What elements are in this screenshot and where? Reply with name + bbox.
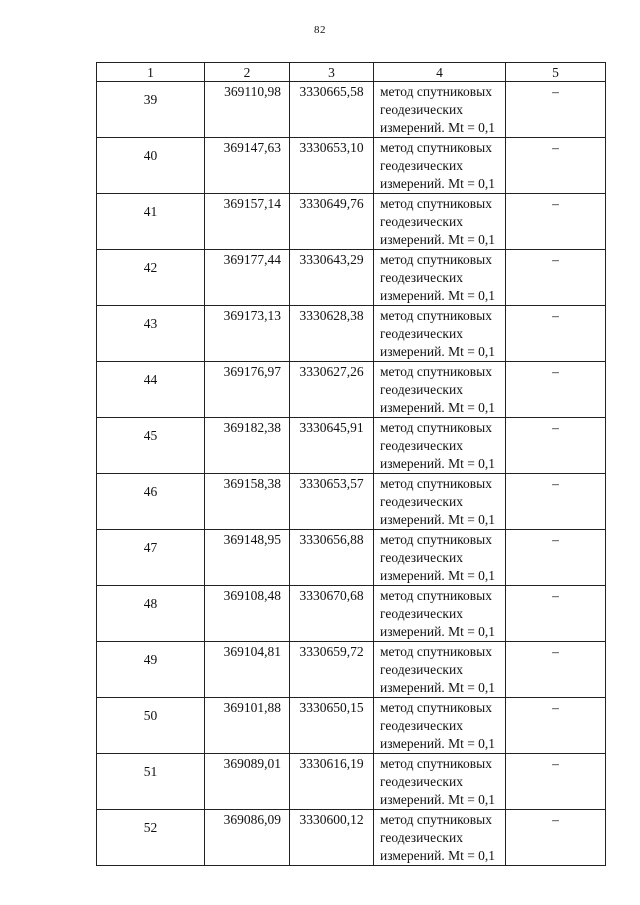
table-row xyxy=(97,474,606,530)
method-cell: метод спутниковых геодезических измерений. Mt = 0,1 xyxy=(374,194,506,250)
point-number-cell: 39 xyxy=(97,82,205,138)
point-number-cell: 45 xyxy=(97,418,205,474)
point-number-cell: 47 xyxy=(97,530,205,586)
method-cell: метод спутниковых геодезических измерений. Mt = 0,1 xyxy=(374,82,506,138)
y-coordinate-cell: 3330653,10 xyxy=(290,138,374,194)
table-row xyxy=(97,250,606,306)
point-number-cell: 49 xyxy=(97,642,205,698)
y-coordinate-cell: 3330649,76 xyxy=(290,194,374,250)
table-row xyxy=(97,138,606,194)
y-coordinate-cell: 3330665,58 xyxy=(290,82,374,138)
y-coordinate-cell: 3330653,57 xyxy=(290,474,374,530)
note-cell: – xyxy=(506,250,606,306)
note-cell: – xyxy=(506,194,606,250)
y-coordinate-cell: 3330616,19 xyxy=(290,754,374,810)
note-cell: – xyxy=(506,530,606,586)
table-row xyxy=(97,362,606,418)
note-cell: – xyxy=(506,82,606,138)
x-coordinate-cell: 369157,14 xyxy=(205,194,290,250)
note-cell: – xyxy=(506,418,606,474)
point-number-cell: 48 xyxy=(97,586,205,642)
table-row xyxy=(97,82,606,138)
method-cell: метод спутниковых геодезических измерений. Mt = 0,1 xyxy=(374,138,506,194)
method-cell: метод спутниковых геодезических измерений. Mt = 0,1 xyxy=(374,474,506,530)
point-number-cell: 44 xyxy=(97,362,205,418)
table-row xyxy=(97,586,606,642)
column-header-1: 1 xyxy=(97,63,205,82)
method-cell: метод спутниковых геодезических измерений. Mt = 0,1 xyxy=(374,642,506,698)
x-coordinate-cell: 369104,81 xyxy=(205,642,290,698)
method-cell: метод спутниковых геодезических измерений. Mt = 0,1 xyxy=(374,250,506,306)
page-number: 82 xyxy=(314,24,326,36)
note-cell: – xyxy=(506,642,606,698)
x-coordinate-cell: 369108,48 xyxy=(205,586,290,642)
point-number-cell: 41 xyxy=(97,194,205,250)
x-coordinate-cell: 369177,44 xyxy=(205,250,290,306)
note-cell: – xyxy=(506,754,606,810)
point-number-cell: 43 xyxy=(97,306,205,362)
method-cell: метод спутниковых геодезических измерений. Mt = 0,1 xyxy=(374,418,506,474)
y-coordinate-cell: 3330656,88 xyxy=(290,530,374,586)
point-number-cell: 52 xyxy=(97,810,205,866)
table-row xyxy=(97,810,606,866)
x-coordinate-cell: 369147,63 xyxy=(205,138,290,194)
x-coordinate-cell: 369173,13 xyxy=(205,306,290,362)
table-row xyxy=(97,418,606,474)
y-coordinate-cell: 3330600,12 xyxy=(290,810,374,866)
x-coordinate-cell: 369158,38 xyxy=(205,474,290,530)
note-cell: – xyxy=(506,362,606,418)
x-coordinate-cell: 369086,09 xyxy=(205,810,290,866)
note-cell: – xyxy=(506,474,606,530)
x-coordinate-cell: 369148,95 xyxy=(205,530,290,586)
y-coordinate-cell: 3330645,91 xyxy=(290,418,374,474)
method-cell: метод спутниковых геодезических измерений. Mt = 0,1 xyxy=(374,362,506,418)
method-cell: метод спутниковых геодезических измерений. Mt = 0,1 xyxy=(374,586,506,642)
note-cell: – xyxy=(506,306,606,362)
table-body xyxy=(97,82,606,866)
method-cell: метод спутниковых геодезических измерений. Mt = 0,1 xyxy=(374,754,506,810)
x-coordinate-cell: 369176,97 xyxy=(205,362,290,418)
x-coordinate-cell: 369182,38 xyxy=(205,418,290,474)
note-cell: – xyxy=(506,586,606,642)
table-row xyxy=(97,306,606,362)
x-coordinate-cell: 369110,98 xyxy=(205,82,290,138)
table-row xyxy=(97,642,606,698)
table-row xyxy=(97,530,606,586)
table-header-row xyxy=(97,63,606,82)
method-cell: метод спутниковых геодезических измерений. Mt = 0,1 xyxy=(374,530,506,586)
column-header-2: 2 xyxy=(205,63,290,82)
method-cell: метод спутниковых геодезических измерений. Mt = 0,1 xyxy=(374,810,506,866)
method-cell: метод спутниковых геодезических измерений. Mt = 0,1 xyxy=(374,306,506,362)
point-number-cell: 42 xyxy=(97,250,205,306)
table-row xyxy=(97,754,606,810)
method-cell: метод спутниковых геодезических измерений. Mt = 0,1 xyxy=(374,698,506,754)
point-number-cell: 50 xyxy=(97,698,205,754)
note-cell: – xyxy=(506,810,606,866)
y-coordinate-cell: 3330659,72 xyxy=(290,642,374,698)
column-header-3: 3 xyxy=(290,63,374,82)
y-coordinate-cell: 3330643,29 xyxy=(290,250,374,306)
x-coordinate-cell: 369101,88 xyxy=(205,698,290,754)
table-row xyxy=(97,194,606,250)
point-number-cell: 51 xyxy=(97,754,205,810)
y-coordinate-cell: 3330670,68 xyxy=(290,586,374,642)
y-coordinate-cell: 3330627,26 xyxy=(290,362,374,418)
note-cell: – xyxy=(506,698,606,754)
y-coordinate-cell: 3330628,38 xyxy=(290,306,374,362)
table-row xyxy=(97,698,606,754)
coordinates-table xyxy=(96,62,606,866)
note-cell: – xyxy=(506,138,606,194)
column-header-5: 5 xyxy=(506,63,606,82)
x-coordinate-cell: 369089,01 xyxy=(205,754,290,810)
y-coordinate-cell: 3330650,15 xyxy=(290,698,374,754)
column-header-4: 4 xyxy=(374,63,506,82)
point-number-cell: 46 xyxy=(97,474,205,530)
point-number-cell: 40 xyxy=(97,138,205,194)
